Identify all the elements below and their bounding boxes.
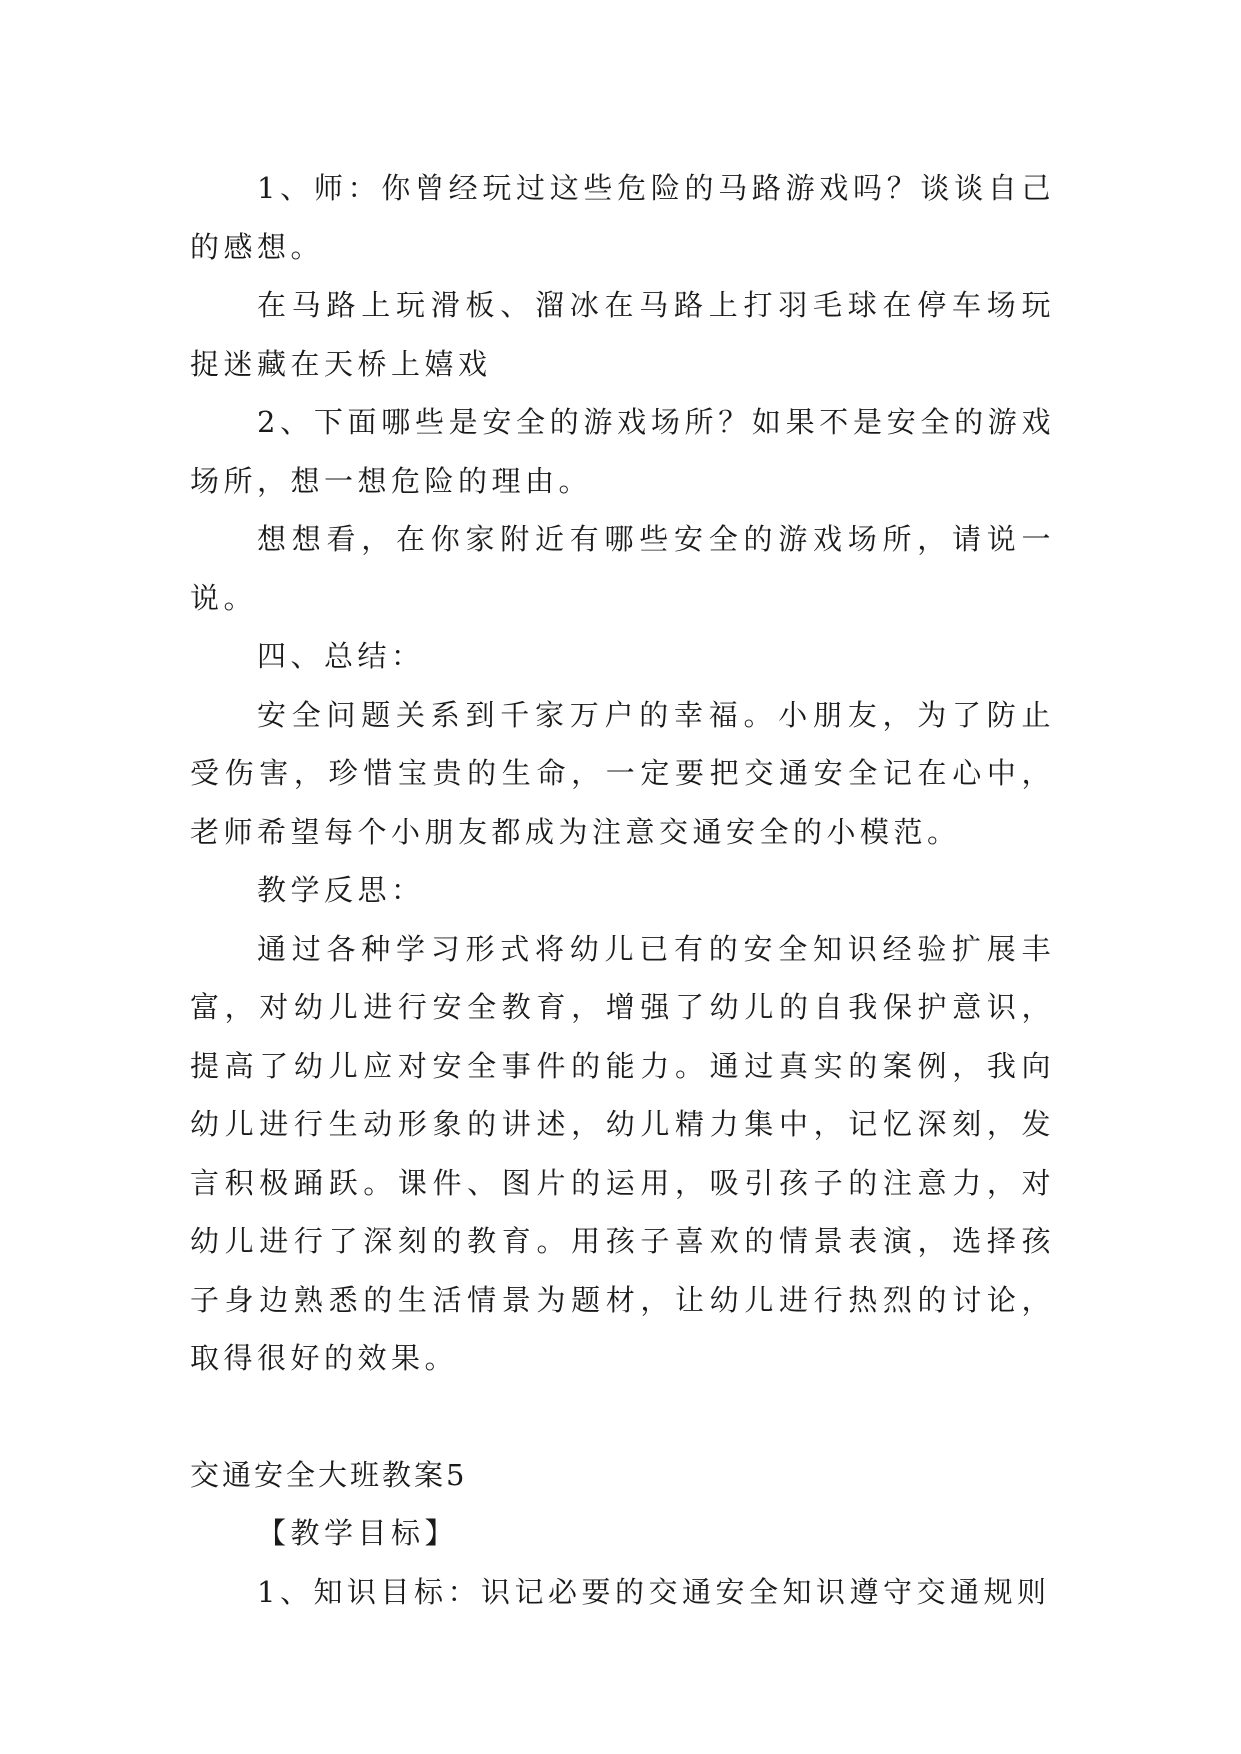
paragraph-summary-title: 四、总结：	[257, 639, 425, 673]
section-heading: 交通安全大班教案5	[190, 1457, 468, 1492]
paragraph-objectives-title: 【教学目标】	[257, 1516, 459, 1550]
paragraph-think: 想想看，在你家附近有哪些安全的游戏场所，请说一说。	[190, 522, 1055, 615]
paragraph-dangerous-games: 在马路上玩滑板、溜冰在马路上打羽毛球在停车场玩捉迷藏在天桥上嬉戏	[190, 288, 1055, 381]
document-body	[190, 159, 1055, 1621]
paragraph-reflection-title: 教学反思：	[257, 873, 425, 907]
paragraph-reflection: 通过各种学习形式将幼儿已有的安全知识经验扩展丰富，对幼儿进行安全教育，增强了幼儿的自我保护意识，提高了幼儿应对安全事件的能力。通过真实的案例，我向幼儿进行生动形象的讲述，幼儿精力集中，记忆深刻，发言积极踊跃。课件、图片的运用，吸引孩子的注意力，对幼儿进行了深刻的教育。用孩子喜欢的情景表演，选择孩子身边熟悉的生活情景为题材，让幼儿进行热烈的讨论，取得很好的效果。	[190, 931, 1055, 1375]
paragraph-summary: 安全问题关系到千家万户的幸福。小朋友，为了防止受伤害，珍惜宝贵的生命，一定要把交通安全记在心中，老师希望每个小朋友都成为注意交通安全的小模范。	[190, 697, 1055, 849]
paragraph-knowledge-objective: 1、知识目标：识记必要的交通安全知识遵守交通规则	[257, 1574, 1051, 1609]
paragraph-question-2: 2、下面哪些是安全的游戏场所？如果不是安全的游戏场所，想一想危险的理由。	[190, 405, 1055, 498]
paragraph-question-1: 1、师：你曾经玩过这些危险的马路游戏吗？谈谈自己的感想。	[190, 171, 1055, 264]
